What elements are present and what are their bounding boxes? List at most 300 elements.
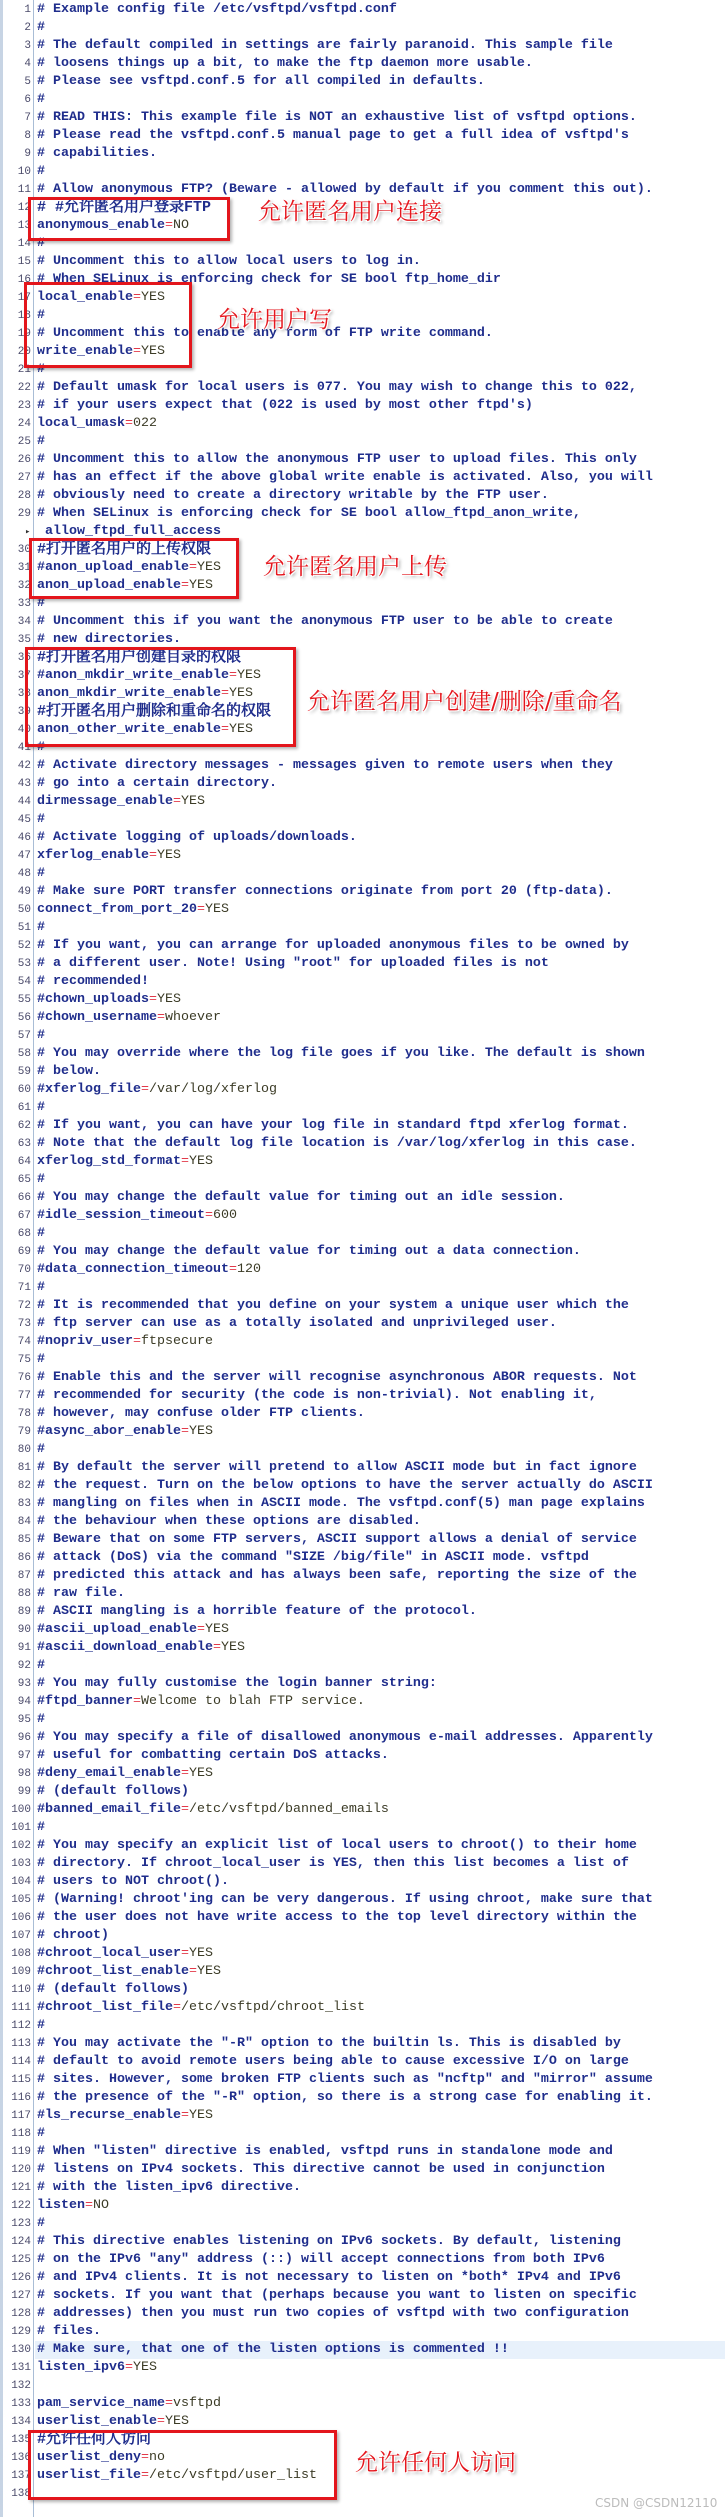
code-line[interactable] <box>0 1711 725 1729</box>
code-line[interactable] <box>0 1639 725 1657</box>
line-number: 134 <box>11 2416 31 2428</box>
line-number: 122 <box>11 2200 31 2212</box>
config-value: YES <box>188 1424 213 1439</box>
config-value: YES <box>220 1640 245 1655</box>
config-key: #async_abor_enable <box>37 1424 181 1439</box>
line-content <box>37 901 229 919</box>
comment-text: # <box>37 1100 45 1115</box>
comment-text: # Activate logging of uploads/downloads. <box>37 830 357 845</box>
code-line[interactable] <box>0 397 725 415</box>
line-number: 130 <box>11 2344 31 2356</box>
comment-text: # Make sure, that one of the listen options is commented !! <box>37 2342 509 2357</box>
code-line[interactable] <box>0 757 725 775</box>
code-line[interactable] <box>0 19 725 37</box>
code-editor[interactable] <box>0 1 725 2503</box>
line-number: 101 <box>11 1822 31 1834</box>
code-line[interactable] <box>0 1225 725 1243</box>
code-line[interactable] <box>0 2395 725 2413</box>
line-number: 107 <box>11 1930 31 1942</box>
comment-text: # You may specify an explicit list of local users to chroot() to their home <box>37 1838 637 1853</box>
line-number: 15 <box>17 256 31 268</box>
config-key: listen_ipv6 <box>37 2360 125 2375</box>
code-line[interactable] <box>0 1855 725 1873</box>
comment-text: # chroot) <box>37 1928 109 1943</box>
line-number: 16 <box>17 274 31 286</box>
code-line[interactable] <box>0 1819 725 1837</box>
line-number: 103 <box>11 1858 31 1870</box>
comment-text: # (default follows) <box>37 1982 189 1997</box>
line-number: 67 <box>17 1210 31 1222</box>
config-key: #chroot_local_user <box>37 1946 181 1961</box>
line-number: 3 <box>24 40 31 52</box>
line-number: 38 <box>17 688 31 700</box>
code-line[interactable] <box>0 1549 725 1567</box>
line-number: 124 <box>11 2236 31 2248</box>
line-number: 61 <box>17 1102 31 1114</box>
code-line[interactable] <box>0 145 725 163</box>
comment-text: # Allow anonymous FTP? (Beware - allowed by default if you comment this out). <box>37 182 653 197</box>
comment-text: # When "listen" directive is enabled, vsftpd runs in standalone mode and <box>37 2144 613 2159</box>
equals-sign: = <box>180 1424 189 1439</box>
code-line[interactable] <box>0 2089 725 2107</box>
code-line[interactable] <box>0 793 725 811</box>
line-number: 93 <box>17 1678 31 1690</box>
config-key: listen <box>37 2198 85 2213</box>
code-line[interactable] <box>0 1729 725 1747</box>
line-number: 135 <box>11 2434 31 2446</box>
code-line[interactable] <box>0 1027 725 1045</box>
line-number: 131 <box>11 2362 31 2374</box>
config-key: #anon_upload_enable <box>37 560 189 575</box>
code-line[interactable] <box>0 1837 725 1855</box>
wrap-arrow-icon: ▸ <box>25 527 31 537</box>
equals-sign: = <box>180 1154 189 1169</box>
line-number: 32 <box>17 580 31 592</box>
code-line[interactable] <box>0 1801 725 1819</box>
code-line[interactable] <box>0 433 725 451</box>
code-line[interactable] <box>0 1117 725 1135</box>
line-number: 19 <box>17 328 31 340</box>
comment-text: # recommended! <box>37 974 149 989</box>
code-line[interactable] <box>0 2035 725 2053</box>
line-number: 27 <box>17 472 31 484</box>
line-number: 73 <box>17 1318 31 1330</box>
code-line[interactable] <box>0 1297 725 1315</box>
line-number: 43 <box>17 778 31 790</box>
code-line[interactable] <box>0 883 725 901</box>
config-value: YES <box>188 2108 213 2123</box>
line-content <box>37 1621 229 1639</box>
line-number: 28 <box>17 490 31 502</box>
comment-text: # a different user. Note! Using "root" for uploaded files is not <box>37 956 549 971</box>
comment-text: # the user does not have write access to the top level directory within the <box>37 1910 637 1925</box>
equals-sign: = <box>220 686 229 701</box>
comment-text: # has an effect if the above global write enable is activated. Also, you will <box>37 470 653 485</box>
highlight-box-anon-mkdir-other-write <box>25 647 296 747</box>
code-line[interactable] <box>0 811 725 829</box>
comment-text: # the request. Turn on the below options to have the server actually do ASCII <box>37 1478 653 1493</box>
code-line[interactable] <box>0 2197 725 2215</box>
code-line[interactable] <box>0 1243 725 1261</box>
line-number: 78 <box>17 1408 31 1420</box>
code-line[interactable] <box>0 2161 725 2179</box>
line-number: 21 <box>17 364 31 376</box>
code-line[interactable] <box>0 1981 725 1999</box>
code-line[interactable] <box>0 1585 725 1603</box>
line-content <box>37 1639 245 1657</box>
code-line[interactable] <box>0 1909 725 1927</box>
line-number: 44 <box>17 796 31 808</box>
config-value: /etc/vsftpd/banned_emails <box>188 1802 389 1817</box>
line-number: 128 <box>11 2308 31 2320</box>
line-number: 63 <box>17 1138 31 1150</box>
config-key: #ls_recurse_enable <box>37 2108 181 2123</box>
comment-text: # mangling on files when in ASCII mode. The vsftpd.conf(5) man page explains <box>37 1496 645 1511</box>
config-value: YES <box>188 1154 213 1169</box>
code-line[interactable] <box>0 2215 725 2233</box>
code-line[interactable] <box>0 955 725 973</box>
comment-text: # obviously need to create a directory writable by the FTP user. <box>37 488 549 503</box>
code-line[interactable] <box>0 1261 725 1279</box>
line-number: 105 <box>11 1894 31 1906</box>
line-number: 2 <box>24 22 31 34</box>
code-line[interactable] <box>0 451 725 469</box>
code-line[interactable] <box>0 1603 725 1621</box>
line-number: 115 <box>11 2074 31 2086</box>
line-content <box>37 1999 365 2017</box>
code-line[interactable] <box>0 469 725 487</box>
comment-text: # Default umask for local users is 077. You may wish to change this to 022, <box>37 380 637 395</box>
code-line[interactable] <box>0 1441 725 1459</box>
line-content <box>37 2107 213 2125</box>
code-line[interactable] <box>0 1405 725 1423</box>
code-line[interactable] <box>0 1135 725 1153</box>
equals-sign: = <box>85 2198 93 2213</box>
comment-text: # and IPv4 clients. It is not necessary to listen on *both* IPv4 and IPv6 <box>37 2270 621 2285</box>
code-line[interactable] <box>0 1963 725 1981</box>
line-number: 79 <box>17 1426 31 1438</box>
comment-text: # sockets. If you want that (perhaps because you want to listen on specific <box>37 2288 637 2303</box>
line-content <box>37 1693 365 1711</box>
line-number: 108 <box>11 1948 31 1960</box>
annotation-allow-anyone-access: 允许任何人访问 <box>355 2450 516 2476</box>
equals-sign: = <box>132 1694 141 1709</box>
code-line[interactable] <box>0 1063 725 1081</box>
line-number: 83 <box>17 1498 31 1510</box>
code-line[interactable] <box>0 1189 725 1207</box>
line-content <box>37 1765 213 1783</box>
code-line[interactable] <box>0 1891 725 1909</box>
comment-text: # <box>37 866 45 881</box>
code-line[interactable] <box>0 1477 725 1495</box>
line-number: 22 <box>17 382 31 394</box>
config-value: 600 <box>212 1208 237 1223</box>
code-line[interactable] <box>0 73 725 91</box>
equals-sign: = <box>196 902 205 917</box>
line-number: 102 <box>11 1840 31 1852</box>
code-line[interactable] <box>0 613 725 631</box>
code-line[interactable] <box>0 1 725 19</box>
equals-sign: = <box>132 290 141 305</box>
comment-text: # <box>37 1280 45 1295</box>
equals-sign: = <box>188 560 197 575</box>
code-line[interactable] <box>0 1657 725 1675</box>
equals-sign: = <box>156 1010 165 1025</box>
config-key: #chown_uploads <box>37 992 149 1007</box>
line-number: 29 <box>17 508 31 520</box>
comment-text: # Note that the default log file location is /var/log/xferlog in this case. <box>37 1136 637 1151</box>
config-value: YES <box>140 290 165 305</box>
code-line[interactable] <box>0 2071 725 2089</box>
config-value: YES <box>188 1766 213 1781</box>
comment-text: # You may fully customise the login banner string: <box>37 1676 437 1691</box>
config-key: #chroot_list_enable <box>37 1964 189 1979</box>
config-key: anonymous_enable <box>37 218 165 233</box>
code-line[interactable] <box>0 2107 725 2125</box>
line-number: 64 <box>17 1156 31 1168</box>
code-line[interactable] <box>0 1369 725 1387</box>
code-line[interactable] <box>0 1387 725 1405</box>
comment-text: # the behaviour when these options are disabled. <box>37 1514 421 1529</box>
line-number: 74 <box>17 1336 31 1348</box>
config-value: /etc/vsftpd/user_list <box>148 2468 317 2483</box>
comment-text: # Enable this and the server will recognise asynchronous ABOR requests. Not <box>37 1370 637 1385</box>
line-number: 136 <box>11 2452 31 2464</box>
line-number: 59 <box>17 1066 31 1078</box>
config-key: userlist_file <box>37 2468 141 2483</box>
code-line[interactable] <box>0 2053 725 2071</box>
code-line[interactable] <box>0 2143 725 2161</box>
line-number: 33 <box>17 598 31 610</box>
config-key: #chroot_list_file <box>37 2000 173 2015</box>
line-number: 109 <box>11 1966 31 1978</box>
code-line[interactable] <box>0 1693 725 1711</box>
line-number: 77 <box>17 1390 31 1402</box>
comment-text: # (Warning! chroot'ing can be very dangerous. If using chroot, make sure that <box>37 1892 653 1907</box>
line-number: 114 <box>11 2056 31 2068</box>
line-number: 113 <box>11 2038 31 2050</box>
code-line[interactable] <box>0 505 725 523</box>
line-number: 69 <box>17 1246 31 1258</box>
code-line[interactable] <box>0 109 725 127</box>
code-line[interactable] <box>0 865 725 883</box>
code-line[interactable] <box>0 919 725 937</box>
code-line[interactable] <box>0 1531 725 1549</box>
code-line[interactable] <box>0 163 725 181</box>
code-line[interactable] <box>0 1783 725 1801</box>
config-value: NO <box>93 2198 109 2213</box>
config-key: xferlog_enable <box>37 848 149 863</box>
code-line[interactable] <box>0 1873 725 1891</box>
code-line[interactable] <box>0 2341 725 2359</box>
config-value: YES <box>228 722 253 737</box>
config-key: #anon_mkdir_write_enable <box>37 668 229 683</box>
code-line[interactable] <box>0 1999 725 2017</box>
comment-text: # READ THIS: This example file is NOT an exhaustive list of vsftpd options. <box>37 110 637 125</box>
line-number: 110 <box>11 1984 31 1996</box>
config-value: /var/log/xferlog <box>148 1082 277 1097</box>
line-number: 99 <box>17 1786 31 1798</box>
code-line[interactable] <box>0 1567 725 1585</box>
comment-text: # <box>37 740 45 755</box>
config-key: anon_upload_enable <box>37 578 181 593</box>
code-line[interactable] <box>0 1045 725 1063</box>
comment-text: # predicted this attack and has always been safe, reporting the size of the <box>37 1568 637 1583</box>
code-line[interactable] <box>0 37 725 55</box>
line-number: 51 <box>17 922 31 934</box>
code-line[interactable] <box>0 2017 725 2035</box>
line-number: 118 <box>11 2128 31 2140</box>
code-line[interactable] <box>0 1675 725 1693</box>
code-line[interactable] <box>0 1945 725 1963</box>
config-value: YES <box>196 560 221 575</box>
code-line[interactable] <box>0 91 725 109</box>
comment-text: # You may specify a file of disallowed anonymous e-mail addresses. Apparently <box>37 1730 653 1745</box>
config-key: userlist_deny <box>37 2450 141 2465</box>
equals-sign: = <box>164 218 173 233</box>
equals-sign: = <box>124 416 133 431</box>
code-line[interactable] <box>0 1495 725 1513</box>
line-number: 112 <box>11 2020 31 2032</box>
code-line[interactable] <box>0 2269 725 2287</box>
comment-text: # <box>37 2126 45 2141</box>
comment-text: # <box>37 596 45 611</box>
config-key: write_enable <box>37 344 133 359</box>
comment-text: # (default follows) <box>37 1784 189 1799</box>
code-line[interactable] <box>0 2377 725 2395</box>
line-number: 111 <box>11 2002 31 2014</box>
equals-sign: = <box>172 2000 181 2015</box>
comment-text: # When SELinux is enforcing check for SE bool allow_ftpd_anon_write, <box>37 506 581 521</box>
config-value: YES <box>204 1622 229 1637</box>
line-number: 11 <box>17 184 31 196</box>
code-line[interactable] <box>0 901 725 919</box>
code-line[interactable] <box>0 127 725 145</box>
code-line[interactable] <box>0 991 725 1009</box>
line-number: 36 <box>17 652 31 664</box>
code-line[interactable] <box>0 487 725 505</box>
config-value: vsftpd <box>172 2396 221 2411</box>
line-number: 121 <box>11 2182 31 2194</box>
line-number: 42 <box>17 760 31 772</box>
line-number: 31 <box>17 562 31 574</box>
comment-text: # <box>37 1352 45 1367</box>
line-number: 1 <box>24 4 31 16</box>
code-line[interactable] <box>0 937 725 955</box>
line-number: 90 <box>17 1624 31 1636</box>
equals-sign: = <box>180 2108 189 2123</box>
code-line[interactable] <box>0 1153 725 1171</box>
comment-text: # raw file. <box>37 1586 125 1601</box>
code-line[interactable] <box>0 379 725 397</box>
line-number: 57 <box>17 1030 31 1042</box>
line-number: 48 <box>17 868 31 880</box>
code-line[interactable] <box>0 2179 725 2197</box>
code-line[interactable] <box>0 2125 725 2143</box>
code-line[interactable] <box>0 2359 725 2377</box>
comment-text: # the presence of the "-R" option, so there is a strong case for enabling it. <box>37 2090 653 2105</box>
code-line[interactable] <box>0 1747 725 1765</box>
code-line[interactable] <box>0 1081 725 1099</box>
line-number: 126 <box>11 2272 31 2284</box>
config-key: #xferlog_file <box>37 1082 141 1097</box>
comment-text: # <box>37 1226 45 1241</box>
code-line[interactable] <box>0 253 725 271</box>
code-line[interactable] <box>0 1621 725 1639</box>
line-number: 127 <box>11 2290 31 2302</box>
code-line[interactable] <box>0 1513 725 1531</box>
code-line[interactable] <box>0 2233 725 2251</box>
comment-text: # Uncomment this to allow the anonymous FTP user to upload files. This only <box>37 452 637 467</box>
code-line[interactable] <box>0 415 725 433</box>
code-line[interactable] <box>0 847 725 865</box>
line-content <box>37 415 157 433</box>
comment-text: #打开匿名用户删除和重命名的权限 <box>37 703 272 720</box>
code-line[interactable] <box>0 2287 725 2305</box>
config-value: YES <box>228 686 253 701</box>
code-line[interactable] <box>0 829 725 847</box>
code-line[interactable] <box>0 1099 725 1117</box>
comment-text: # <box>37 1658 45 1673</box>
code-line[interactable] <box>0 55 725 73</box>
code-line[interactable] <box>0 973 725 991</box>
code-line[interactable] <box>0 1009 725 1027</box>
code-line[interactable] <box>0 2323 725 2341</box>
code-line[interactable] <box>0 1423 725 1441</box>
line-number: 47 <box>17 850 31 862</box>
line-number: 96 <box>17 1732 31 1744</box>
code-line[interactable] <box>0 1351 725 1369</box>
config-value: YES <box>204 902 229 917</box>
comment-text: # capabilities. <box>37 146 157 161</box>
annotation-allow-user-write: 允许用户写 <box>217 307 332 333</box>
comment-text: # <box>37 2018 45 2033</box>
config-key: #banned_email_file <box>37 1802 181 1817</box>
config-value: whoever <box>164 1010 221 1025</box>
code-line[interactable] <box>0 1207 725 1225</box>
code-line[interactable] <box>0 1927 725 1945</box>
code-line[interactable] <box>0 2305 725 2323</box>
line-number: 92 <box>17 1660 31 1672</box>
code-line[interactable] <box>0 2251 725 2269</box>
line-number: 12 <box>17 202 31 214</box>
comment-text: # <box>37 92 45 107</box>
code-line[interactable] <box>0 1459 725 1477</box>
comment-text: # if your users expect that (022 is used by most other ftpd's) <box>37 398 533 413</box>
code-line[interactable] <box>0 775 725 793</box>
code-line[interactable] <box>0 1315 725 1333</box>
code-line[interactable] <box>0 1765 725 1783</box>
line-number: 119 <box>11 2146 31 2158</box>
line-content <box>37 1333 213 1351</box>
comment-text: # files. <box>37 2324 101 2339</box>
code-line[interactable] <box>0 1171 725 1189</box>
comment-text: # <box>37 308 45 323</box>
config-value: YES <box>132 2360 157 2375</box>
line-number: 132 <box>11 2380 31 2392</box>
code-line[interactable] <box>0 1279 725 1297</box>
code-line[interactable] <box>0 1333 725 1351</box>
line-number: 34 <box>17 616 31 628</box>
line-number: 14 <box>17 238 31 250</box>
config-key: pam_service_name <box>37 2396 165 2411</box>
highlight-box-anon-upload <box>29 538 239 599</box>
line-content <box>37 1153 213 1171</box>
equals-sign: = <box>228 668 237 683</box>
line-number: 35 <box>17 634 31 646</box>
line-number: 20 <box>17 346 31 358</box>
code-line[interactable] <box>0 2413 725 2431</box>
